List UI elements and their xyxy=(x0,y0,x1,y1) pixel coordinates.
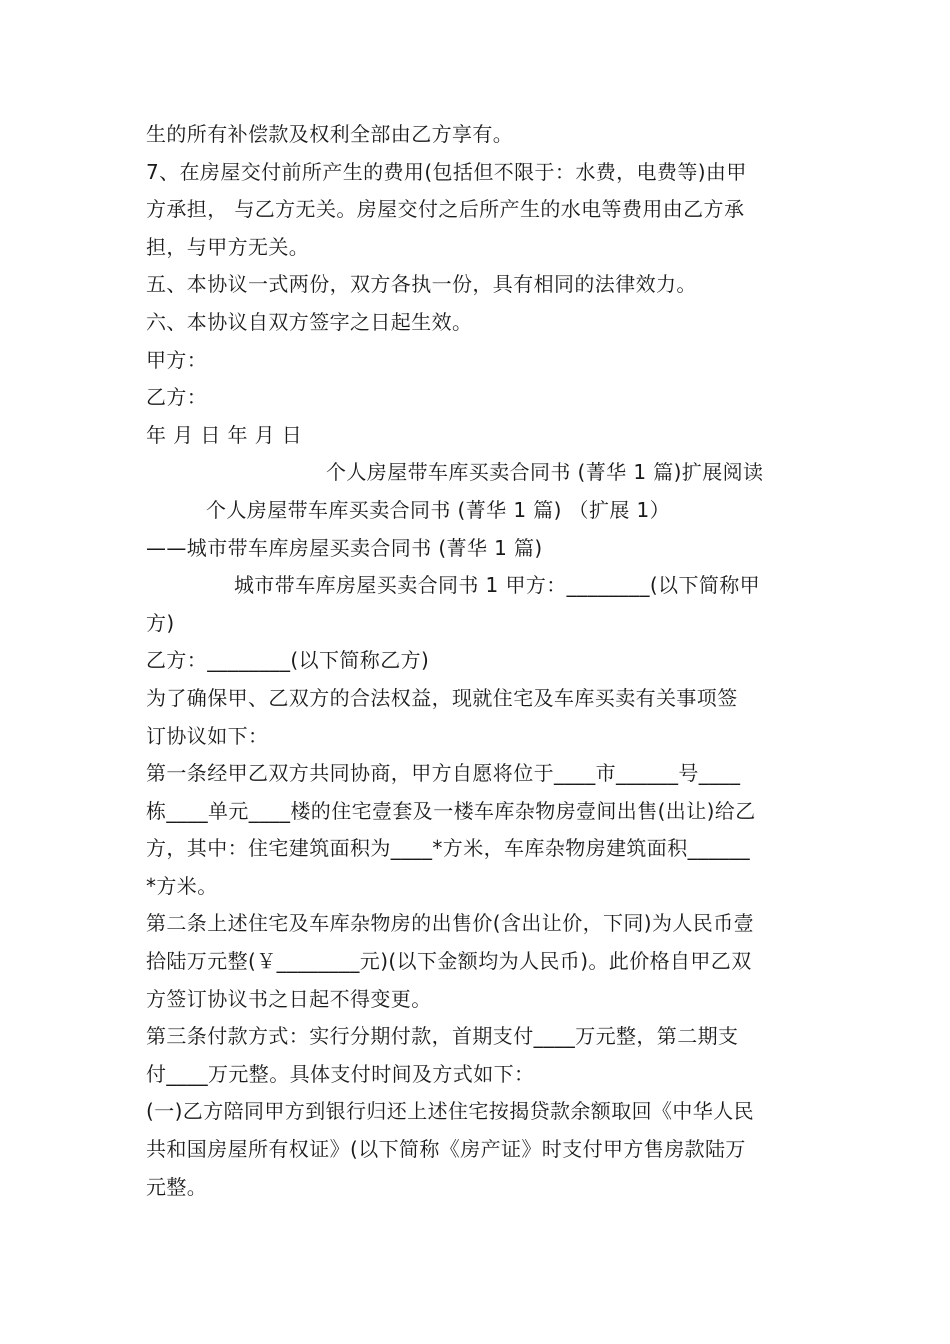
text-line: 五、本协议一式两份，双方各执一份，具有相同的法律效力。 xyxy=(146,272,697,297)
text-line: 共和国房屋所有权证》(以下简称《房产证》时支付甲方售房款陆万 xyxy=(146,1137,746,1162)
text-line: 元整。 xyxy=(146,1174,208,1199)
text-line: *方米。 xyxy=(146,873,218,898)
text-line: 生的所有补偿款及权利全部由乙方享有。 xyxy=(146,122,514,146)
text-line: 六、本协议自双方签字之日起生效。 xyxy=(146,309,473,334)
text-line: 方签订协议书之日起不得变更。 xyxy=(146,986,432,1011)
party-a-label: 甲方： xyxy=(146,347,208,372)
party-b-label: 乙方： xyxy=(146,385,208,410)
sub-heading: ——城市带车库房屋买卖合同书 (菁华 1 篇) xyxy=(146,535,543,560)
text-line: 第二条上述住宅及车库杂物房的出售价(含出让价，下同)为人民币壹 xyxy=(146,911,755,936)
text-line: 第三条付款方式：实行分期付款，首期支付____万元整，第二期支 xyxy=(146,1024,739,1049)
text-line: (一)乙方陪同甲方到银行归还上述住宅按揭贷款余额取回《中华人民 xyxy=(146,1099,755,1124)
section-heading: 个人房屋带车库买卖合同书 (菁华 1 篇)扩展阅读 xyxy=(326,460,764,485)
sub-heading: 个人房屋带车库买卖合同书 (菁华 1 篇) （扩展 1） xyxy=(206,497,671,522)
text-line: 乙方：________(以下简称乙方) xyxy=(146,648,430,673)
document-body xyxy=(146,116,810,1206)
text-line: 7、在房屋交付前所产生的费用(包括但不限于：水费，电费等)由甲 xyxy=(146,159,747,184)
text-line: 第一条经甲乙双方共同协商，甲方自愿将位于____市______号____ xyxy=(146,761,741,786)
text-line: 付____万元整。具体支付时间及方式如下： xyxy=(146,1061,535,1086)
text-line: 担，与甲方无关。 xyxy=(146,234,310,259)
text-line: 拾陆万元整(￥________元)(以下金额均为人民币)。此价格自甲乙双 xyxy=(146,949,752,974)
text-line: 订协议如下： xyxy=(146,723,269,748)
date-line: 年 月 日 年 月 日 xyxy=(146,422,303,447)
text-line: 方) xyxy=(146,610,175,635)
text-line: 为了确保甲、乙双方的合法权益，现就住宅及车库买卖有关事项签 xyxy=(146,685,738,710)
text-line: 栋____单元____楼的住宅壹套及一楼车库杂物房壹间出售(出让)给乙 xyxy=(146,798,756,823)
text-line: 方，其中：住宅建筑面积为____*方米，车库杂物房建筑面积______ xyxy=(146,836,750,861)
contract-title-line: 城市带车库房屋买卖合同书 1 甲方：________(以下简称甲 xyxy=(234,573,761,598)
text-line: 方承担， 与乙方无关。房屋交付之后所产生的水电等费用由乙方承 xyxy=(146,197,745,222)
